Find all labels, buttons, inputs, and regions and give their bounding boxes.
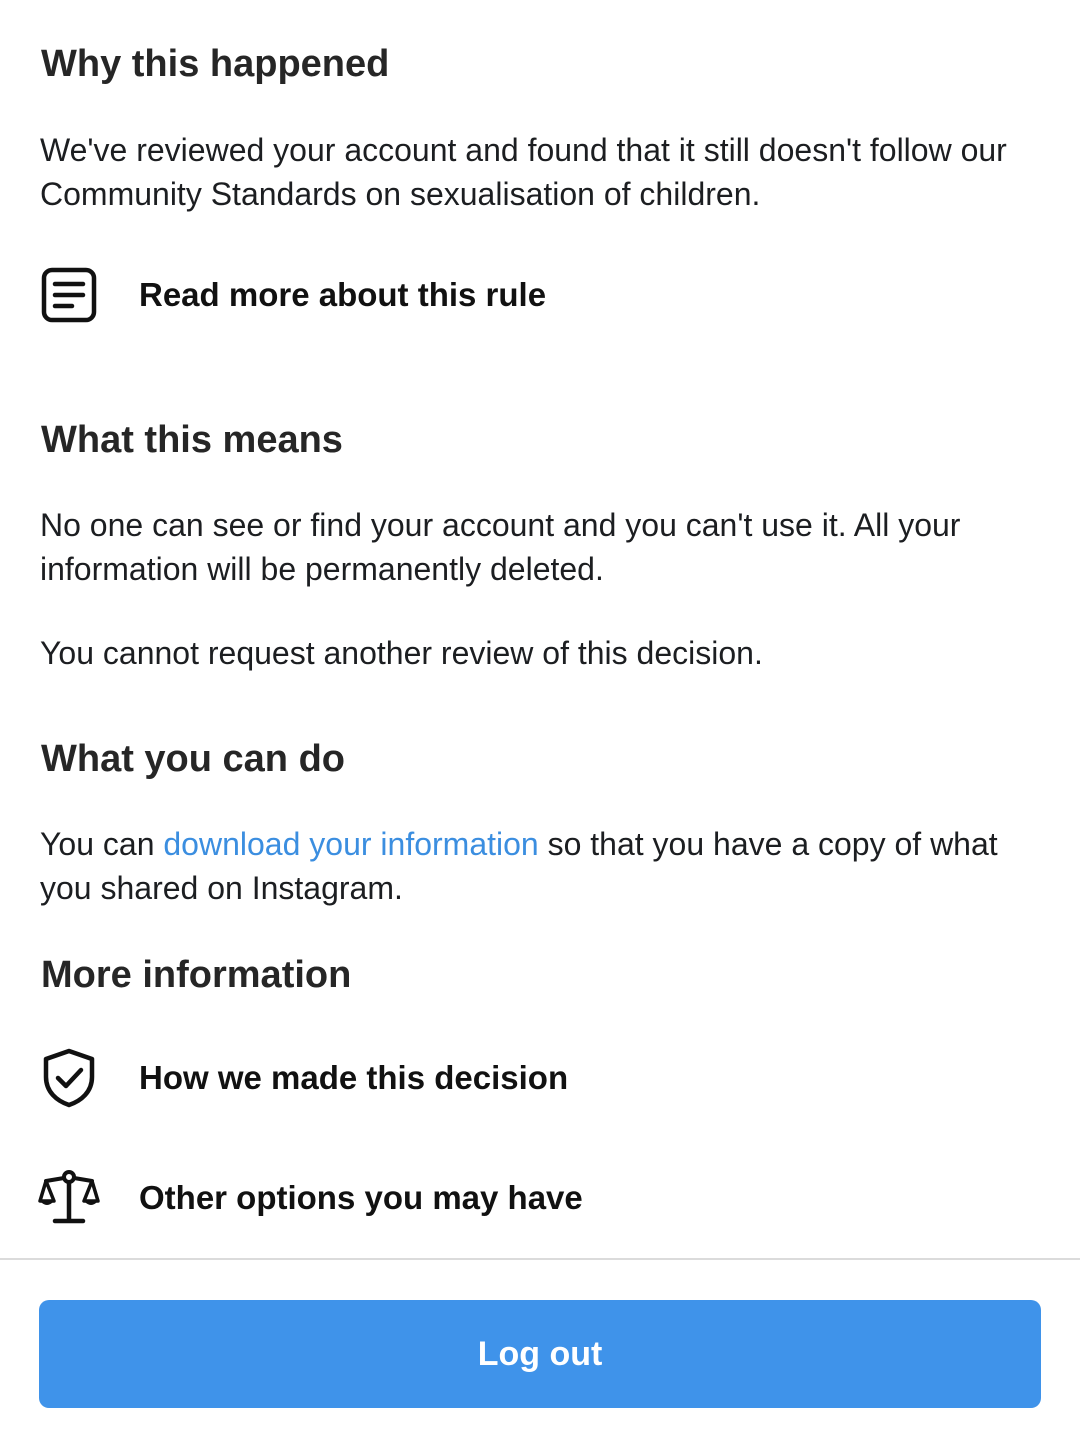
scales-icon — [38, 1167, 100, 1229]
can-do-prefix: You can — [40, 826, 164, 862]
can-do-suffix: so that you have a copy of what you shared on Instagram. — [40, 826, 998, 906]
other-options-label: Other options you may have — [139, 1179, 583, 1216]
how-decision-made-link[interactable] — [0, 1028, 1080, 1128]
no-review-text: You cannot request another review of this decision. — [40, 635, 763, 671]
means-heading: What this means — [41, 419, 343, 461]
how-decision-made-label: How we made this decision — [139, 1059, 569, 1096]
why-heading: Why this happened — [41, 43, 390, 85]
can-do-heading: What you can do — [41, 738, 345, 780]
download-information-link[interactable]: download your information — [163, 826, 539, 862]
more-info-heading: More information — [41, 954, 352, 996]
shield-check-icon — [38, 1047, 100, 1109]
read-more-rule-label: Read more about this rule — [139, 276, 547, 313]
other-options-link[interactable] — [0, 1148, 1080, 1248]
means-body: No one can see or find your account and you can't use it. All your information will be permanently deleted. — [40, 507, 961, 587]
footer-divider — [0, 1258, 1080, 1260]
read-more-rule-link[interactable] — [0, 245, 1080, 345]
document-lines-icon — [38, 264, 100, 326]
log-out-button[interactable]: Log out — [39, 1300, 1041, 1408]
why-body: We've reviewed your account and found that it still doesn't follow our Community Standards on sexualisation of children. — [40, 132, 1007, 212]
can-do-body — [40, 822, 1050, 910]
